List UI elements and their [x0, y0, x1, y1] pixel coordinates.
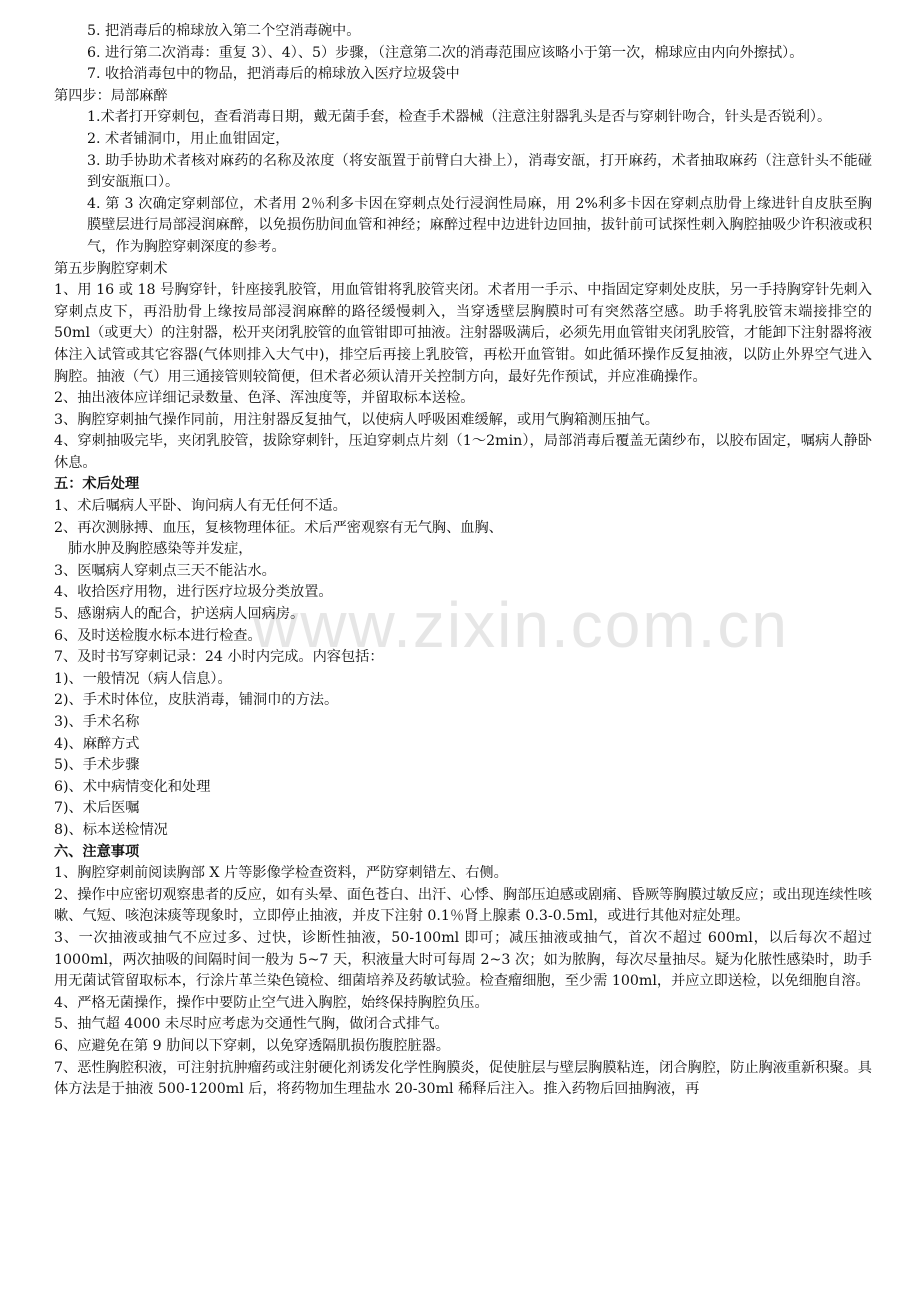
- record-item-5: 5)、手术步骤: [54, 757, 140, 774]
- step5-item-1: 1、用 16 或 18 号胸穿针，针座接乳胶管，用血管钳将乳胶管夹闭。术者用一手示、中指固定穿刺处皮肤，另一手持胸穿针先刺入穿刺点皮下，再沿肋骨上缘按局部浸润麻醉的路径缓慢刺入，当穿透壁层胸膜时可有突然落空感。助手将乳胶管末端接排空的 50ml（或更大）的注射器，松开夹闭乳胶管的血管钳即可抽液。注射器吸满后，必须先用血管钳夹闭乳胶管，才能卸下注射器将液体注入试管或其它容器(气体则排入大气中)，排空后再接上乳胶管，再松开血管钳。如此循环操作反复抽液，以防止外界空气进入胸腔。抽液（气）用三通接管则较简便，但术者必须认清开关控制方向，最好先作预试，并应准确操作。: [54, 282, 872, 385]
- section6-item-2: 2、操作中应密切观察患者的反应，如有头晕、面色苍白、出汗、心悸、胸部压迫感或剧痛、昏厥等胸膜过敏反应；或出现连续性咳嗽、气短、咳泡沫痰等现象时，立即停止抽液，并皮下注射 0.1％肾上腺素 0.3-0.5ml，或进行其他对症处理。: [54, 886, 872, 925]
- section6-title: 六、注意事项: [54, 843, 140, 860]
- watermark: www.zixin.com.cn: [252, 589, 789, 661]
- step5-item-3: 3、胸腔穿刺抽气操作同前，用注射器反复抽气，以使病人呼吸困难缓解，或用气胸箱测压抽气。: [54, 411, 659, 428]
- section5-item-2: 2、再次测脉搏、血压，复核物理体征。术后严密观察有无气胸、血胸、: [54, 519, 503, 536]
- record-item-2: 2)、手术时体位，皮肤消毒，铺洞巾的方法。: [54, 692, 339, 709]
- section5-item-3: 3、医嘱病人穿刺点三天不能沾水。: [54, 562, 276, 579]
- step4-item-1: 1.术者打开穿刺包，查看消毒日期，戴无菌手套，检查手术器械（注意注射器乳头是否与穿刺针吻合，针头是否锐利）。: [87, 109, 832, 126]
- step4-item-2: 2. 术者铺洞巾，用止血钳固定，: [87, 130, 290, 147]
- section6-item-3: 3、一次抽液或抽气不应过多、过快，诊断性抽液，50-100ml 即可；减压抽液或抽气，首次不超过 600ml，以后每次不超过 1000ml，两次抽吸的间隔时间一般为 5~7 天，积液量大时可每周 2~3 次；如为脓胸，每次尽量抽尽。疑为化脓性感染时，助手用无菌试管留取标本，行涂片革兰染色镜检、细菌培养及药敏试验。检查瘤细胞，至少需 100ml，并应立即送检，以免细胞自溶。: [54, 929, 872, 990]
- section5-item-4: 4、收拾医疗用物，进行医疗垃圾分类放置。: [54, 584, 333, 601]
- section5-item-7: 7、及时书写穿刺记录：24 小时内完成。内容包括：: [54, 649, 384, 666]
- step5-item-4: 4、穿刺抽吸完毕，夹闭乳胶管，拔除穿刺针，压迫穿刺点片刻（1～2min），局部消毒后覆盖无菌纱布，以胶布固定，嘱病人静卧休息。: [54, 433, 872, 471]
- section6-item-5: 5、抽气超 4000 未尽时应考虑为交通性气胸，做闭合式排气。: [54, 1016, 449, 1033]
- step5-title: 第五步胸腔穿刺术: [54, 260, 168, 277]
- step4-item-3: 3. 助手协助术者核对麻药的名称及浓度（将安瓿置于前臂白大褂上），消毒安瓿，打开麻药，术者抽取麻药（注意针头不能碰到安瓿瓶口）。: [87, 152, 872, 191]
- section5-title: 五：术后处理: [54, 476, 140, 493]
- section6-item-4: 4、严格无菌操作，操作中要防止空气进入胸腔，始终保持胸腔负压。: [54, 994, 489, 1011]
- section5-item-5: 5、感谢病人的配合，护送病人回病房。: [54, 606, 305, 623]
- step3-item-7: 7. 收拾消毒包中的物品，把消毒后的棉球放入医疗垃圾袋中: [87, 66, 460, 83]
- step5-item-2: 2、抽出液体应详细记录数量、色泽、浑浊度等，并留取标本送检。: [54, 390, 475, 407]
- record-item-7: 7)、术后医嘱: [54, 800, 140, 817]
- record-item-3: 3)、手术名称: [54, 714, 140, 730]
- section6-item-6: 6、应避免在第 9 肋间以下穿刺，以免穿透隔肌损伤腹腔脏器。: [54, 1037, 450, 1054]
- section5-item-2-cont: 肺水肿及胸腔感染等并发症，: [68, 541, 253, 558]
- record-item-4: 4)、麻醉方式: [54, 735, 140, 752]
- record-item-8: 8)、标本送检情况: [54, 821, 168, 838]
- section5-item-1: 1、术后嘱病人平卧、询问病人有无任何不适。: [54, 498, 347, 515]
- step3-item-5: 5. 把消毒后的棉球放入第二个空消毒碗中。: [87, 23, 361, 39]
- step3-item-6: 6. 进行第二次消毒：重复 3）、4）、5）步骤，（注意第二次的消毒范围应该略小于第一次，棉球应由内向外擦拭）。: [87, 44, 804, 61]
- document-page: [54, 21, 872, 1101]
- step4-item-4: 4. 第 3 次确定穿刺部位，术者用 2％利多卡因在穿刺点处行浸润性局麻，用 2%利多卡因在穿刺点肋骨上缘进针自皮肤至胸膜壁层进行局部浸润麻醉，以免损伤肋间血管和神经；麻醉过程中边进针边回抽，拔针前可试探性刺入胸腔抽吸少许积液或积气，作为胸腔穿刺深度的参考。: [87, 195, 872, 255]
- section6-item-7: 7、恶性胸腔积液，可注射抗肿瘤药或注射硬化剂诱发化学性胸膜炎，促使脏层与壁层胸膜粘连，闭合胸腔，防止胸液重新积聚。具体方法是于抽液 500-1200ml 后，将药物加生理盐水 20-30ml 稀释后注入。推入药物后回抽胸液，再: [54, 1059, 872, 1098]
- section6-item-1: 1、胸腔穿刺前阅读胸部 X 片等影像学检查资料，严防穿刺错左、右侧。: [54, 865, 508, 882]
- step4-title: 第四步：局部麻醉: [54, 87, 168, 104]
- record-item-1: 1)、一般情况（病人信息）。: [54, 670, 232, 687]
- section5-item-6: 6、及时送检腹水标本进行检查。: [54, 627, 262, 644]
- record-item-6: 6)、术中病情变化和处理: [54, 778, 211, 795]
